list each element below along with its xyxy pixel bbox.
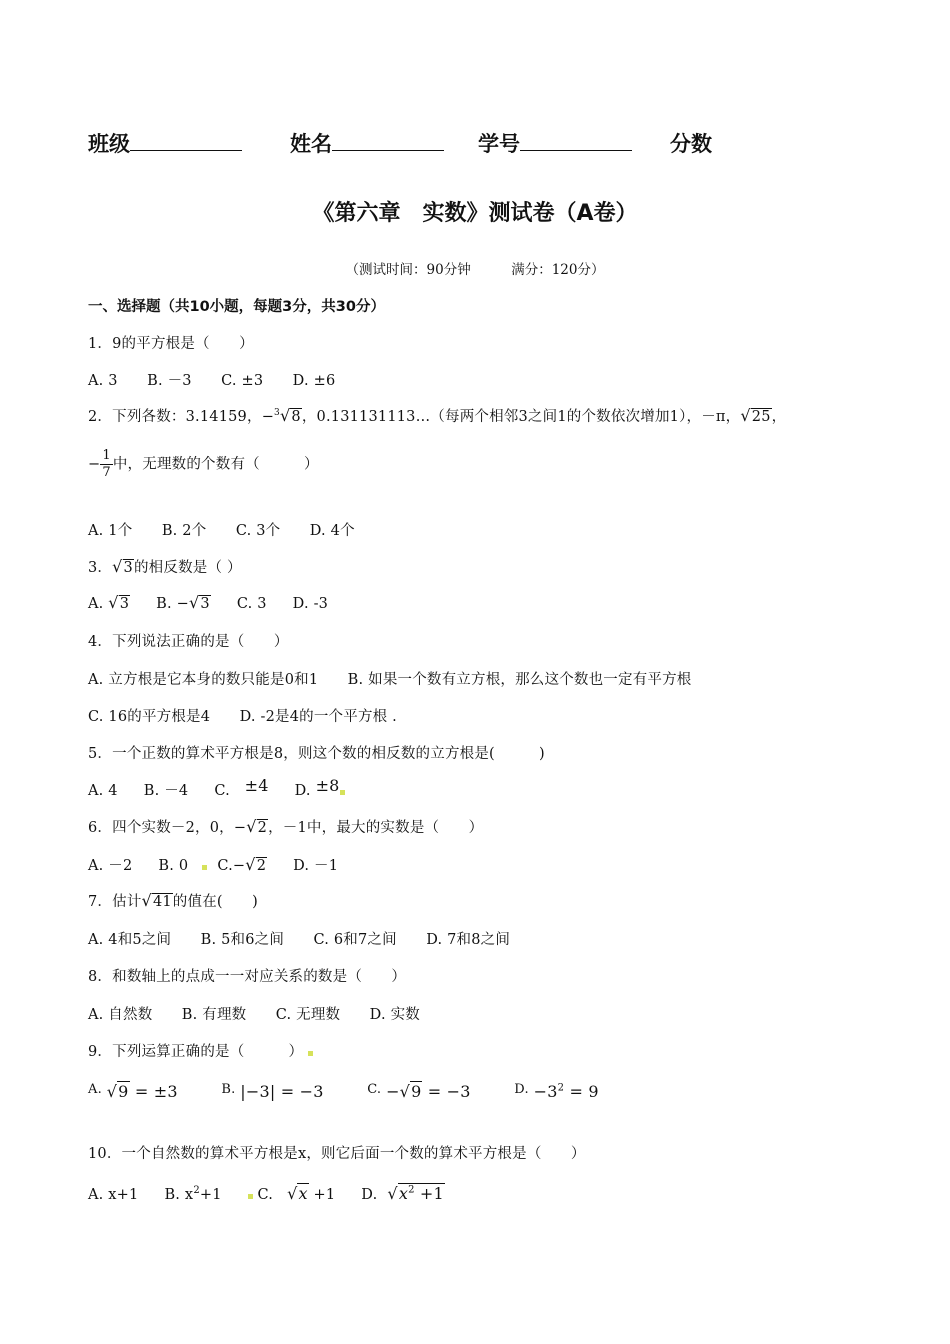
highlight-dot — [308, 1051, 313, 1056]
question-9-options — [88, 1082, 599, 1101]
q3-opt-d: D. -3 — [292, 596, 329, 612]
q10-opt-c-tail: +1 — [313, 1187, 336, 1203]
q9-opt-a: A. — [88, 1082, 102, 1097]
question-8-options: A. 自然数 B. 有理数 C. 无理数 D. 实数 — [88, 1007, 420, 1023]
question-8-stem: 8．和数轴上的点成一一对应关系的数是（ ） — [88, 969, 407, 985]
q6-opt-b: B. 0 — [158, 858, 189, 874]
score-field — [670, 128, 712, 158]
q9-expr-a: √9 = ±3 — [106, 1082, 178, 1101]
neg-sqrt-2: −√2 — [233, 817, 268, 836]
id-field — [478, 128, 632, 158]
neg-cube-root-8: −$^3$√8 — [261, 406, 301, 425]
sqrt-3: √3 — [112, 557, 133, 576]
q6-text-a: 6．四个实数－2，0， — [88, 820, 234, 836]
q3-number: 3． — [88, 560, 113, 576]
question-7-options: A. 4和5之间 B. 5和6之间 C. 6和7之间 D. 7和8之间 — [88, 932, 511, 948]
q3-opt-a: A. — [88, 596, 104, 612]
q9-expr-d: $-3^2 = 9$ — [533, 1082, 599, 1101]
q2-text-b: ，0.131131113…（每两个相邻3之间1的个数依次增加1），－π， — [301, 409, 741, 425]
sqrt-3-a: √3 — [108, 593, 130, 612]
question-9-stem — [88, 1040, 313, 1061]
question-6-options — [88, 854, 338, 875]
id-blank[interactable] — [520, 130, 632, 151]
question-1-options: A. 3 B. －3 C. ±3 D. ±6 — [88, 373, 336, 389]
score-label: 分数 — [670, 132, 712, 156]
sqrt-x: √x — [287, 1184, 308, 1203]
highlight-dot — [202, 865, 207, 870]
q5-opt-d: D. — [294, 783, 311, 799]
highlight-dot — [248, 1194, 253, 1199]
q7-text-a: 7．估计 — [88, 894, 142, 910]
question-4-options-2: C. 16的平方根是4 D. -2是4的一个平方根 . — [88, 709, 397, 725]
name-field — [290, 128, 444, 158]
q10-opt-c: C. — [257, 1187, 274, 1203]
q9-opt-d: D. — [514, 1082, 529, 1097]
q2-text-a: 2．下列各数：3.14159， — [88, 409, 262, 425]
name-blank[interactable] — [332, 130, 444, 151]
q9-expr-b: |−3| = −3 — [240, 1082, 324, 1101]
name-label: 姓名 — [290, 132, 332, 156]
question-5-options — [88, 776, 345, 800]
fraction-1-7: $\frac{1}{7}$ — [102, 448, 111, 480]
q6-opt-a: A. －2 — [88, 858, 133, 874]
q9-expr-c: −√9 = −3 — [386, 1082, 471, 1101]
neg-sqrt-2-c: −√2 — [232, 855, 267, 874]
question-4-options-1: A. 立方根是它本身的数只能是0和1 B. 如果一个数有立方根，那么这个数也一定有平方根 — [88, 672, 692, 688]
q5-opt-b: B. －4 — [143, 783, 189, 799]
q7-text-b: 的值在( ) — [172, 894, 259, 910]
q6-opt-d: D. －1 — [293, 858, 339, 874]
q9-opt-c: C. — [367, 1082, 382, 1097]
question-1-stem: 1．9的平方根是（ ） — [88, 336, 254, 352]
question-3-options — [88, 593, 328, 612]
question-4-stem: 4．下列说法正确的是（ ） — [88, 634, 289, 650]
question-10-stem: 10．一个自然数的算术平方根是x，则它后面一个数的算术平方根是（ ） — [88, 1146, 586, 1162]
q2-text-c: ， — [771, 409, 787, 425]
q5-opt-c-value: ±4 — [244, 776, 269, 795]
sqrt-41: √41 — [141, 891, 172, 910]
question-7-stem — [88, 890, 258, 911]
q9-opt-b: B. — [221, 1082, 236, 1097]
class-blank[interactable] — [130, 130, 242, 151]
question-6-stem — [88, 816, 483, 837]
q3-opt-b: B. — [156, 596, 172, 612]
question-2-stem-cont: − $\frac{1}{7}$ 中，无理数的个数有（ ） — [88, 448, 319, 480]
q10-opt-d: D. — [361, 1187, 378, 1203]
q10-opt-b: B. $x^2+1$ — [164, 1185, 222, 1203]
section-heading: 一、选择题（共10小题，每题3分，共30分） — [88, 299, 385, 315]
page-title: 《第六章 实数》测试卷（A卷） — [312, 201, 638, 226]
question-5-stem: 5．一个正数的算术平方根是8，则这个数的相反数的立方根是( ) — [88, 746, 545, 762]
q10-opt-a: A. x+1 — [88, 1187, 139, 1203]
sqrt-x2-plus-1: $√x^2 +1$ — [387, 1184, 444, 1203]
id-label: 学号 — [478, 132, 520, 156]
neg-sqrt-3: −√3 — [176, 593, 210, 612]
sqrt-25: √25 — [740, 406, 771, 425]
q5-opt-c: C. — [214, 783, 230, 799]
q6-opt-c: C. — [217, 858, 233, 874]
class-label: 班级 — [88, 132, 130, 156]
q5-opt-d-value: ±8 — [315, 776, 340, 795]
question-10-options — [88, 1184, 445, 1203]
q3-opt-c: C. 3 — [236, 596, 267, 612]
question-2-stem — [88, 405, 786, 426]
q5-opt-a: A. 4 — [88, 783, 118, 799]
class-field — [88, 128, 242, 158]
page-subtitle: （测试时间：90分钟 满分：120分） — [345, 262, 605, 278]
q3-text: 的相反数是（ ） — [133, 560, 242, 576]
q6-text-b: ，－1中，最大的实数是（ ） — [268, 820, 484, 836]
q9-text: 9．下列运算正确的是（ ） — [88, 1044, 304, 1060]
q2-text-d: 中，无理数的个数有（ ） — [112, 456, 319, 473]
question-2-options: A. 1个 B. 2个 C. 3个 D. 4个 — [88, 523, 355, 539]
highlight-dot — [340, 790, 345, 795]
question-3-stem — [88, 556, 242, 577]
